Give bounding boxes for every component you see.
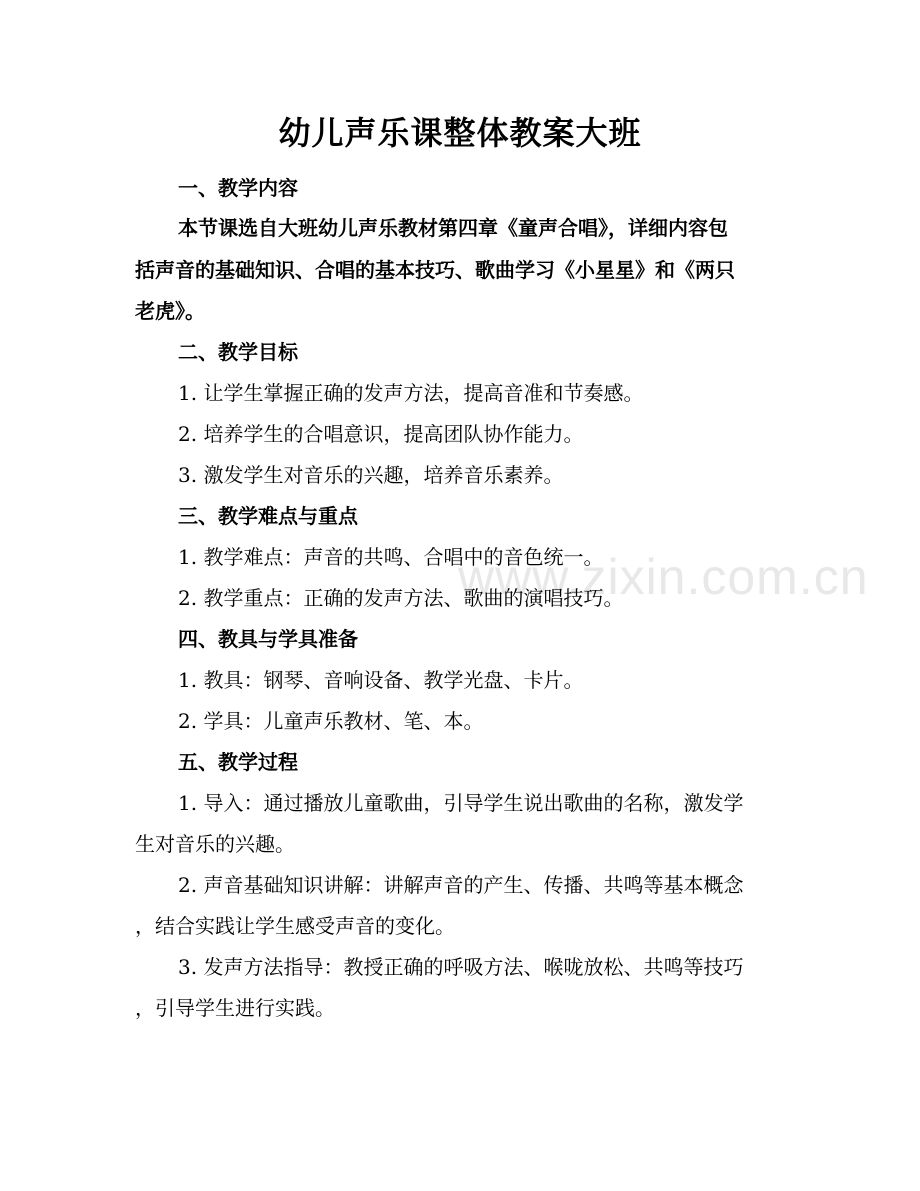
content-paragraph-line-2: 括声音的基础知识、合唱的基本技巧、歌曲学习《小星星》和《两只 — [135, 258, 735, 282]
watermark: www.zixin.com.cn — [458, 549, 869, 605]
process-item-3-line-1: 3. 发声方法指导：教授正确的呼吸方法、喉咙放松、共鸣等技巧 — [178, 955, 744, 979]
section-heading-goals: 二、教学目标 — [178, 340, 298, 364]
process-item-1-line-1: 1. 导入：通过播放儿童歌曲，引导学生说出歌曲的名称，激发学 — [178, 791, 744, 815]
document-title: 幼儿声乐课整体教案大班 — [278, 114, 642, 152]
goals-item: 3. 激发学生对音乐的兴趣，培养音乐素养。 — [178, 463, 564, 487]
goals-item: 1. 让学生掌握正确的发声方法，提高音准和节奏感。 — [178, 381, 644, 405]
section-heading-process: 五、教学过程 — [178, 750, 298, 774]
process-item-2-line-2: ，结合实践让学生感受声音的变化。 — [135, 914, 455, 938]
difficulties-item: 2. 教学重点：正确的发声方法、歌曲的演唱技巧。 — [178, 586, 624, 610]
section-heading-materials: 四、教具与学具准备 — [178, 627, 358, 651]
content-paragraph-line-3: 老虎》。 — [135, 299, 205, 323]
section-heading-content: 一、教学内容 — [178, 176, 298, 200]
section-heading-difficulties: 三、教学难点与重点 — [178, 504, 358, 528]
materials-item: 2. 学具：儿童声乐教材、笔、本。 — [178, 709, 484, 733]
process-item-1-line-2: 生对音乐的兴趣。 — [135, 832, 295, 856]
difficulties-item: 1. 教学难点：声音的共鸣、合唱中的音色统一。 — [178, 545, 604, 569]
materials-item: 1. 教具：钢琴、音响设备、教学光盘、卡片。 — [178, 668, 584, 692]
content-paragraph-line-1: 本节课选自大班幼儿声乐教材第四章《童声合唱》，详细内容包 — [178, 216, 728, 240]
process-item-2-line-1: 2. 声音基础知识讲解：讲解声音的产生、传播、共鸣等基本概念 — [178, 873, 744, 897]
process-item-3-line-2: ，引导学生进行实践。 — [135, 996, 335, 1020]
goals-item: 2. 培养学生的合唱意识，提高团队协作能力。 — [178, 422, 584, 446]
